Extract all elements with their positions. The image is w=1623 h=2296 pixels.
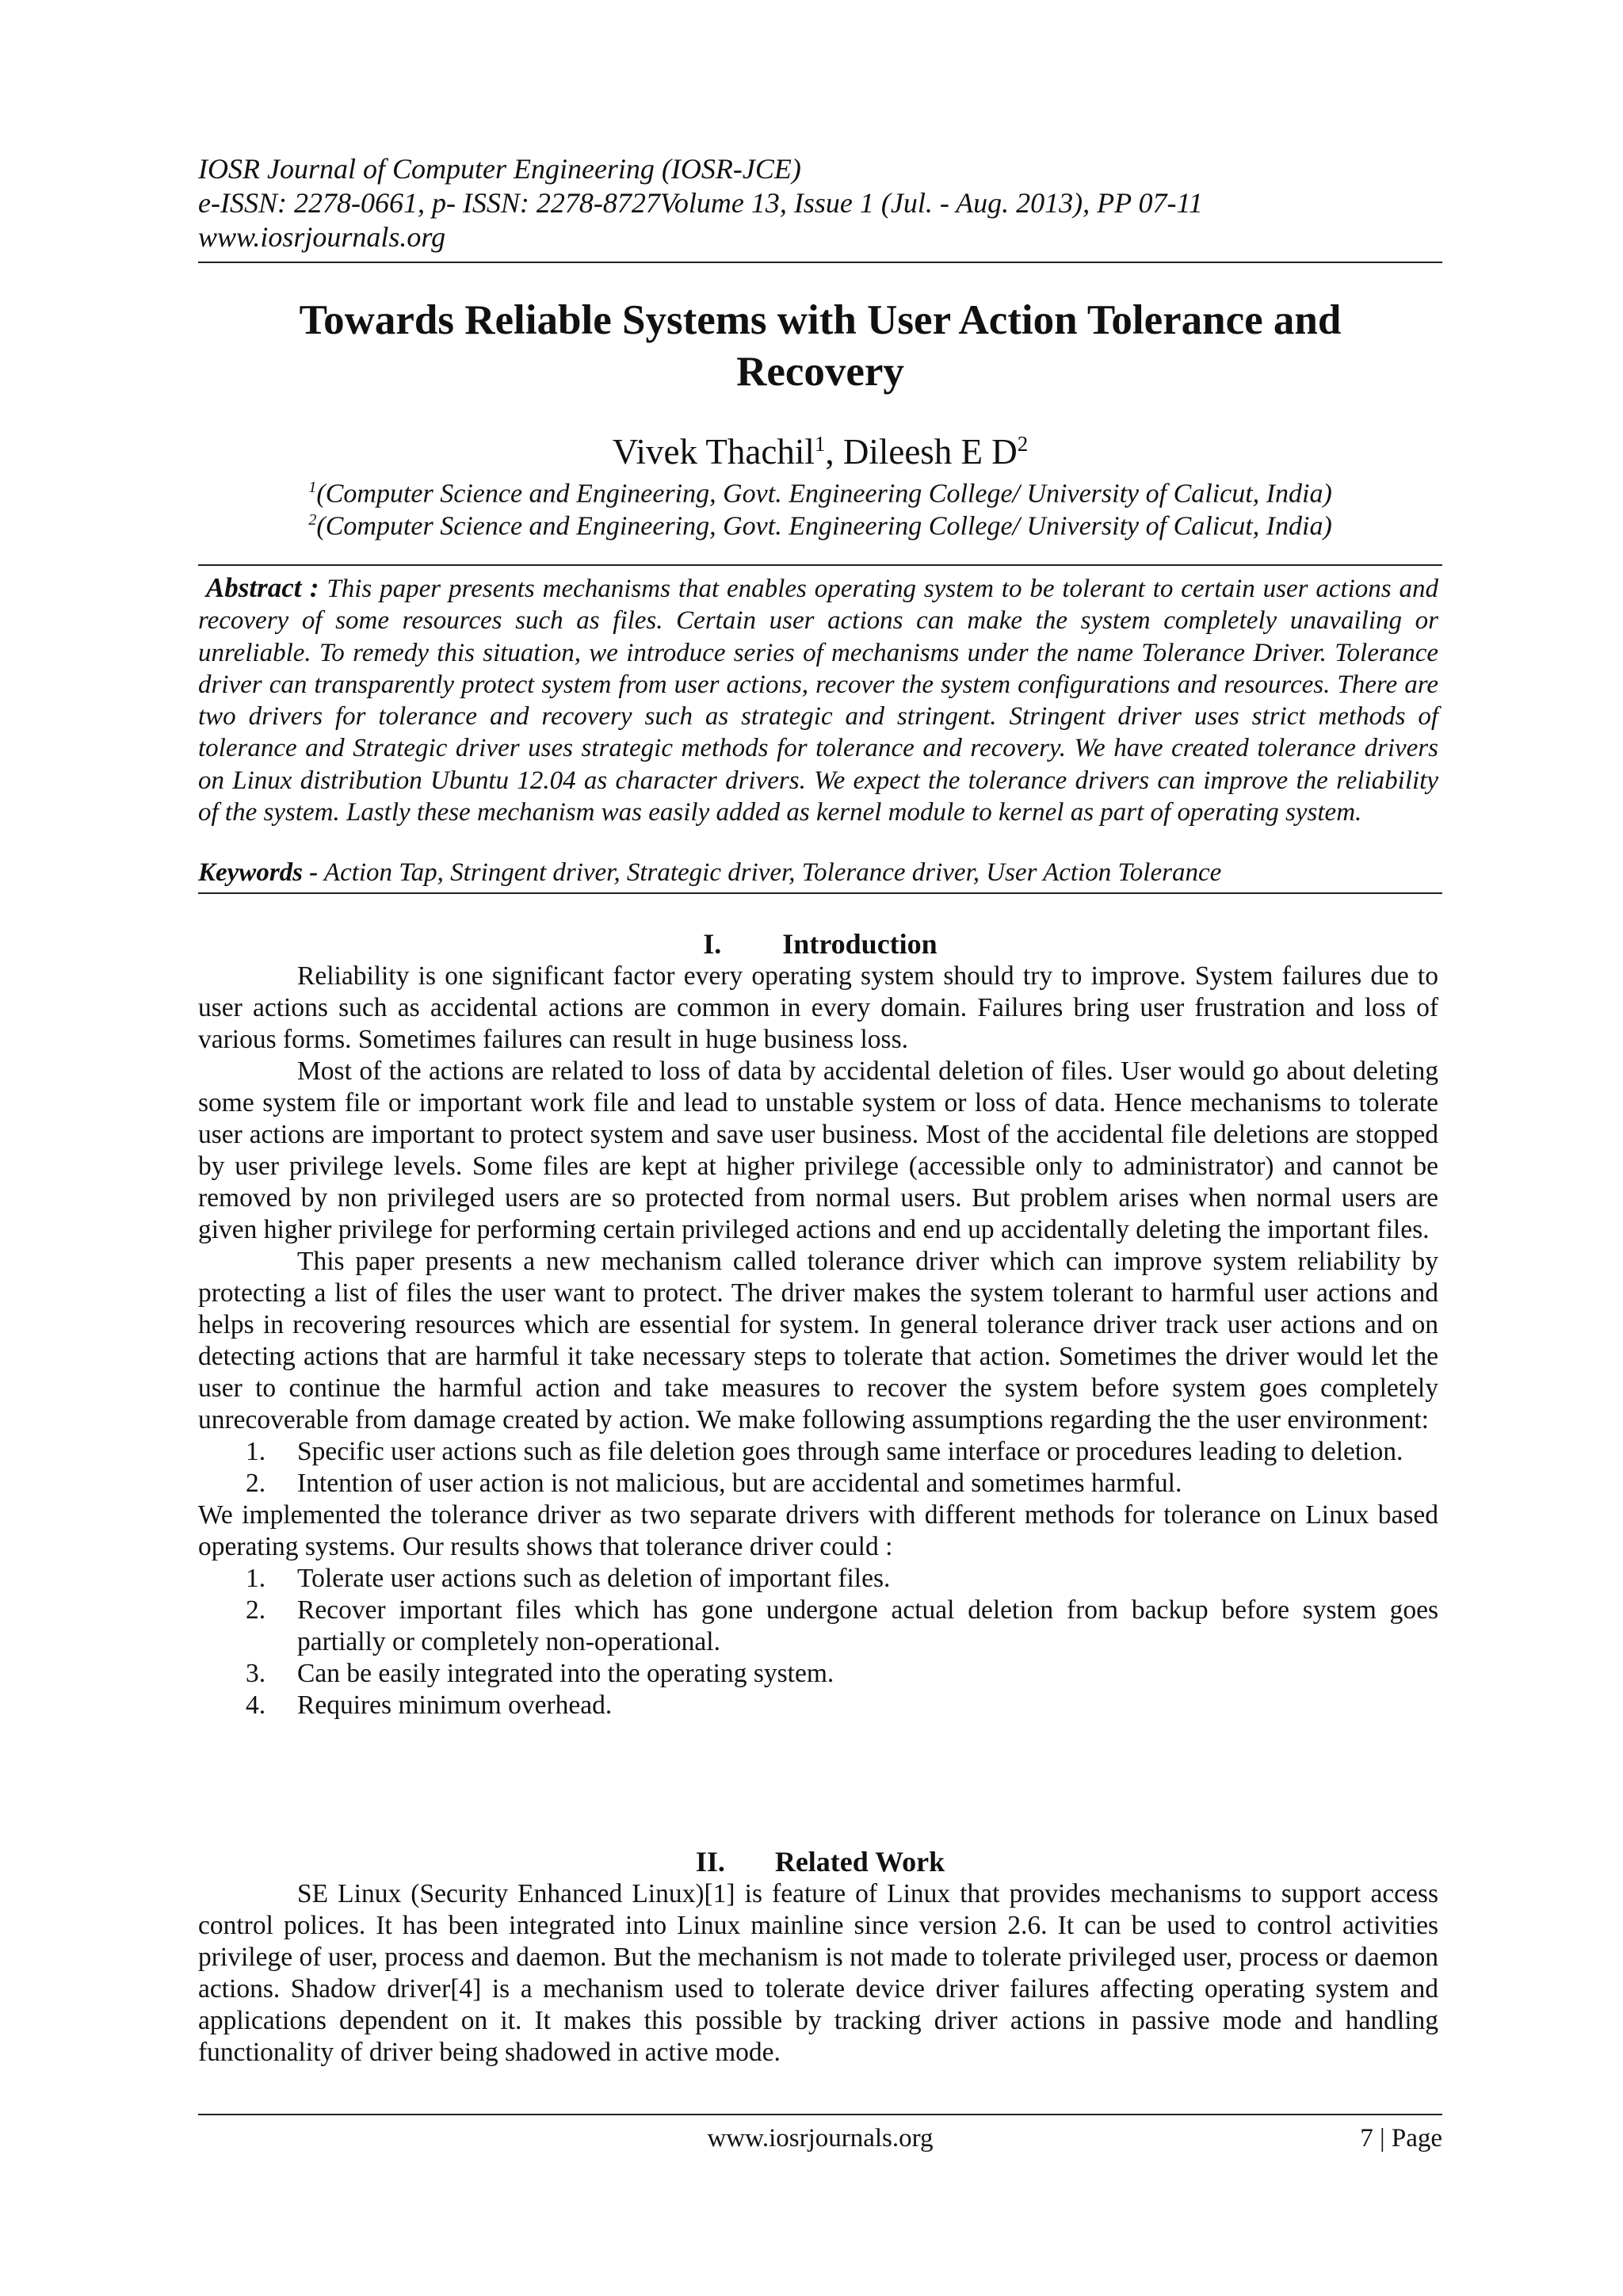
list-item-text: Specific user actions such as file deletion goes through same interface or procedures leading to deletion.	[297, 1437, 1403, 1466]
list-item	[198, 1468, 1438, 1499]
page-number: 7 | Page	[1360, 2124, 1442, 2153]
list-item-text: Recover important files which has gone undergone actual deletion from backup before system goes partially or completely non-operational.	[297, 1595, 1438, 1656]
affiliation-2-sup: 2	[308, 511, 317, 529]
list-item-text: Can be easily integrated into the operating system.	[297, 1659, 834, 1688]
header-rule	[198, 262, 1442, 263]
list-item	[198, 1563, 1438, 1595]
abstract-bottom-rule	[198, 892, 1442, 894]
list-item-number: 1.	[246, 1564, 266, 1593]
author-1: Vivek Thachil	[612, 432, 815, 472]
journal-issn: e-ISSN: 2278-0661, p- ISSN: 2278-8727Volume 13, Issue 1 (Jul. - Aug. 2013), PP 07-11	[198, 187, 1203, 219]
list-item-number: 2.	[246, 1595, 266, 1625]
list-item-text: Intention of user action is not malicious, but are accidental and sometimes harmful.	[297, 1469, 1182, 1498]
section-1-number: I.	[703, 928, 722, 960]
list-item	[198, 1658, 1438, 1690]
author-2-sup: 2	[1017, 432, 1029, 456]
author-1-sup: 1	[814, 432, 826, 456]
section-2-number: II.	[695, 1846, 725, 1878]
list-item	[198, 1436, 1438, 1468]
affiliation-2	[198, 504, 1442, 542]
section-2-body	[198, 1878, 1438, 2069]
journal-name: IOSR Journal of Computer Engineering (IOSR-JCE)	[198, 153, 801, 185]
abstract	[198, 572, 1438, 828]
section-2-heading	[198, 1845, 1442, 1878]
list-item-number: 4.	[246, 1690, 266, 1720]
keywords	[198, 857, 1442, 888]
section-1-heading	[198, 927, 1442, 961]
list-item	[198, 1595, 1438, 1658]
keywords-label: Keywords -	[198, 858, 319, 887]
intro-paragraph-2: Most of the actions are related to loss of data by accidental deletion of files. User would go about deleting some system file or important work file and lead to unstable system or loss of data. Hence mechanisms to tolerate user actions are important to protect system and save user business. Most of the accidental file deletions are stopped by user privilege levels. Some files are kept at higher privilege (accessible only to administrator) and cannot be removed by non privileged users are so protected from normal users. But problem arises when normal users are given higher privilege for performing certain privileged actions and end up accidentally deleting the important files.	[198, 1056, 1438, 1244]
section-2-title: Related Work	[774, 1846, 945, 1878]
section-1-body	[198, 961, 1438, 1721]
keywords-text: Action Tap, Stringent driver, Strategic driver, Tolerance driver, User Action Tolerance	[323, 858, 1222, 887]
intro-paragraph-1: Reliability is one significant factor every operating system should try to improve. System failures due to user actions such as accidental actions are common in every domain. Failures bring user frustration and loss of various forms. Sometimes failures can result in huge business loss.	[198, 961, 1438, 1054]
author-2: Dileesh E D	[842, 432, 1018, 472]
affiliation-2-text: (Computer Science and Engineering, Govt. Engineering College/ University of Calicut, India)	[316, 511, 1332, 541]
affiliation-1-text: (Computer Science and Engineering, Govt. Engineering College/ University of Calicut, India)	[316, 479, 1332, 509]
list-item-number: 2.	[246, 1469, 266, 1498]
list-item-number: 3.	[246, 1659, 266, 1688]
list-item	[198, 1690, 1438, 1721]
author-separator: ,	[825, 432, 843, 472]
affiliation-1-sup: 1	[308, 479, 317, 496]
assumptions-list	[198, 1436, 1438, 1499]
paper-title	[198, 295, 1442, 398]
section-1-title: Introduction	[782, 928, 938, 960]
related-work-paragraph: SE Linux (Security Enhanced Linux)[1] is feature of Linux that provides mechanisms to support access control polices. It has been integrated into Linux mainline since version 2.6. It can be used to control activities privilege of user, process and daemon. But the mechanism is not made to tolerate privileged user, process or daemon actions. Shadow driver[4] is a mechanism used to tolerate device driver failures affecting operating system and applications dependent on it. It makes this possible by tracking driver actions in passive mode and handling functionality of driver being shadowed in active mode.	[198, 1879, 1438, 2067]
title-line-1: Towards Reliable Systems with User Action Tolerance and	[299, 297, 1342, 343]
title-line-2: Recovery	[736, 349, 904, 395]
intro-paragraph-3: This paper presents a new mechanism called tolerance driver which can improve system reliability by protecting a list of files the user want to protect. The driver makes the system tolerant to harmful user actions and helps in recovering resources which are essential for system. In general tolerance driver track user actions and on detecting actions that are harmful it take necessary steps to tolerate that action. Sometimes the driver would let the user to continue the harmful action and take measures to recover the system before system goes completely unrecoverable from damage created by action. We make following assumptions regarding the the user environment:	[198, 1247, 1438, 1435]
results-list	[198, 1563, 1438, 1721]
abstract-top-rule	[198, 564, 1442, 566]
journal-header	[198, 152, 1442, 254]
intro-paragraph-4: We implemented the tolerance driver as two separate drivers with different methods for tolerance on Linux based operating systems. Our results shows that tolerance driver could :	[198, 1500, 1438, 1561]
abstract-label: Abstract :	[205, 572, 319, 603]
list-item-number: 1.	[246, 1437, 266, 1466]
list-item-text: Tolerate user actions such as deletion of important files.	[297, 1564, 891, 1593]
list-item-text: Requires minimum overhead.	[297, 1690, 613, 1720]
footer-website: www.iosrjournals.org	[707, 2124, 934, 2153]
author-list	[198, 422, 1442, 474]
abstract-text: This paper presents mechanisms that enables operating system to be tolerant to certain user actions and recovery of some resources such as files. Certain user actions can make the system completely unavailing or unreliable. To remedy this situation, we introduce series of mechanisms under the name Tolerance Driver. Tolerance driver can transparently protect system from user actions, recover the system configurations and resources. There are two drivers for tolerance and recovery such as strategic and stringent. Stringent driver uses strict methods of tolerance and Strategic driver uses strategic methods for tolerance and recovery. We have created tolerance drivers on Linux distribution Ubuntu 12.04 as character drivers. We expect the tolerance drivers can improve the reliability of the system. Lastly these mechanism was easily added as kernel module to kernel as part of operating system.	[198, 575, 1439, 827]
footer-rule	[198, 2114, 1442, 2115]
journal-website: www.iosrjournals.org	[198, 221, 446, 253]
